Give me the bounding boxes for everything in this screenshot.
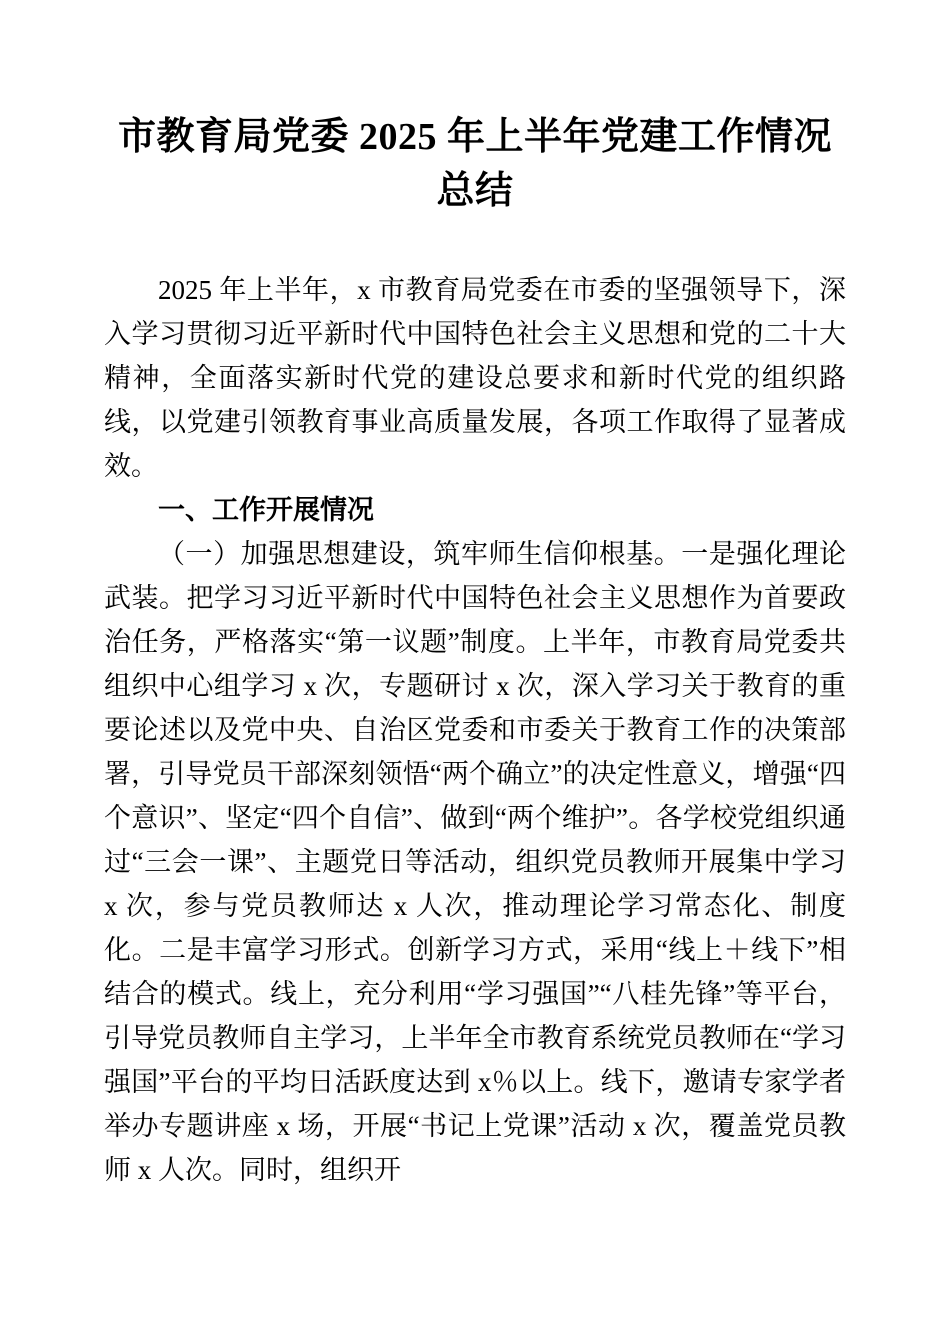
document-title: 市教育局党委 2025 年上半年党建工作情况总结: [117, 116, 832, 212]
section-paragraph-ideological-construction: （一）加强思想建设，筑牢师生信仰根基。一是强化理论武装。把学习习近平新时代中国特色社会主义思想作为首要政治任务，严格落实“第一议题”制度。上半年，市教育局党委共组织中心组学习 x 次，专题研讨 x 次，深入学习关于教育的重要论述以及党中央、自治区党委和市委关于教育工作的决策部署，引导党员干部深刻领悟“两个确立”的决定性意义，增强“四个意识”、坚定“四个自信”、做到“两个维护”。各学校党组织通过“三会一课”、主题党日等活动，组织党员教师开展集中学习 x 次，参与党员教师达 x 人次，推动理论学习常态化、制度化。二是丰富学习形式。创新学习方式，采用“线上＋线下”相结合的模式。线上，充分利用“学习强国”“八桂先锋”等平台，引导党员教师自主学习，上半年全市教育系统党员教师在“学习强国”平台的平均日活跃度达到 x％以上。线下，邀请专家学者举办专题讲座 x 场，开展“书记上党课”活动 x 次，覆盖党员教师 x 人次。同时，组织开: [104, 539, 846, 1185]
intro-paragraph: 2025 年上半年，x 市教育局党委在市委的坚强领导下，深入学习贯彻习近平新时代中国特色社会主义思想和党的二十大精神，全面落实新时代党的建设总要求和新时代党的组织路线，以党建引领教育事业高质量发展，各项工作取得了显著成效。: [104, 275, 846, 481]
section-heading-work-progress: 一、工作开展情况: [158, 495, 374, 525]
